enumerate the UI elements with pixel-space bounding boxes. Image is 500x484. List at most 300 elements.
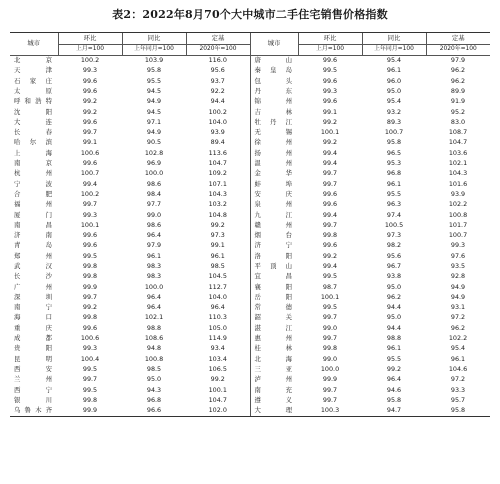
left-yoy-cell: 97.9 [146,241,162,250]
right-mom-cell: 99.6 [322,97,338,106]
table-row [10,107,490,117]
left-mom-cell: 100.1 [80,220,100,229]
table-row [10,406,490,417]
header-base-sub-left: 2020年=100 [186,45,250,56]
table-row [10,231,490,241]
table-row [10,190,490,200]
right-yoy-cell: 96.3 [386,200,402,209]
right-base-cell: 103.6 [448,148,468,157]
right-yoy-cell: 89.3 [386,117,402,126]
table-row [10,385,490,395]
header-base-sub-right: 2020年=100 [426,45,490,56]
left-base-cell: 113.6 [208,148,227,157]
left-base-cell: 104.3 [208,189,227,198]
left-city-cell: 广 州 [14,282,52,291]
left-city-cell: 西 宁 [14,385,52,394]
left-base-cell: 103.2 [208,200,227,209]
table-row [10,138,490,148]
right-yoy-cell: 95.4 [386,97,402,106]
left-city-cell: 贵 阳 [14,344,52,353]
right-yoy-cell: 93.8 [386,272,402,281]
right-mom-cell: 99.5 [322,272,338,281]
left-city-cell: 大 连 [14,117,52,126]
left-mom-cell: 99.7 [82,292,98,301]
right-city-cell: 金 华 [250,169,298,179]
table-row [10,334,490,344]
table-row [10,313,490,323]
left-yoy-cell: 96.6 [122,406,186,417]
right-city-cell: 赣 州 [250,221,298,231]
left-mom-cell: 100.4 [80,354,100,363]
right-base-cell: 93.3 [450,385,466,394]
left-base-cell: 107.1 [208,179,227,188]
right-base-cell: 89.9 [450,86,466,95]
right-yoy-cell: 99.2 [386,364,402,373]
right-base-cell: 104.3 [448,169,468,178]
right-mom-cell: 99.0 [322,323,338,332]
left-mom-cell: 99.6 [82,117,98,126]
table-row [10,354,490,364]
header-yoy-sub-left: 上年同月=100 [122,45,186,56]
table-row [10,179,490,189]
left-city-cell: 厦 门 [14,210,52,219]
left-base-cell: 92.2 [210,86,225,95]
left-yoy-cell: 98.5 [146,364,162,373]
table-row [10,303,490,313]
right-mom-cell: 99.7 [322,179,338,188]
left-base-cell: 105.0 [208,323,227,332]
right-mom-cell: 99.7 [322,313,338,322]
left-base-cell: 109.2 [208,169,227,178]
right-base-cell: 95.7 [450,395,466,404]
header-city-right: 城市 [250,33,298,56]
right-city-cell: 湛 江 [250,324,298,334]
left-yoy-cell: 98.3 [146,272,162,281]
left-base-cell: 94.4 [210,97,225,106]
left-city-cell: 石家庄 [14,76,52,85]
table-row [10,251,490,261]
right-city-cell: 泸 州 [250,375,298,385]
right-mom-cell: 99.8 [322,231,338,240]
right-mom-cell: 99.8 [322,344,338,353]
right-city-cell: 温 州 [250,159,298,169]
right-base-cell: 94.9 [450,282,466,291]
left-yoy-cell: 96.4 [146,292,162,301]
left-base-cell: 103.4 [208,354,227,363]
right-yoy-cell: 96.0 [386,76,402,85]
right-base-cell: 93.9 [450,189,466,198]
left-mom-cell: 100.2 [80,56,100,65]
right-mom-cell: 99.5 [322,66,338,75]
header-mom-sub-left: 上月=100 [58,45,122,56]
right-mom-cell: 100.0 [320,364,340,373]
right-base-cell: 92.8 [450,272,466,281]
right-mom-cell: 99.7 [322,385,338,394]
left-city-cell: 南 京 [14,159,52,168]
right-mom-cell: 100.1 [320,128,340,137]
right-yoy-cell: 94.4 [386,323,402,332]
right-base-cell: 97.2 [450,375,466,384]
left-yoy-cell: 97.7 [146,200,162,209]
right-city-cell: 泉 州 [250,200,298,210]
right-base-cell: 83.0 [450,117,466,126]
right-city-cell: 吉 林 [250,107,298,117]
table-row [10,210,490,220]
left-city-cell: 银 川 [14,395,52,404]
right-yoy-cell: 95.5 [386,354,402,363]
table-row [10,169,490,179]
table-row [10,159,490,169]
table-row [10,396,490,406]
right-yoy-cell: 97.3 [386,231,402,240]
right-mom-cell: 99.4 [322,210,338,219]
right-yoy-cell: 94.6 [386,385,402,394]
left-city-cell: 上 海 [14,148,52,157]
right-city-cell: 扬 州 [250,148,298,158]
left-city-cell: 哈尔滨 [14,138,52,147]
right-city-cell: 惠 州 [250,334,298,344]
right-mom-cell: 99.3 [322,86,338,95]
right-base-cell: 97.9 [450,56,466,65]
right-city-cell: 烟 台 [250,231,298,241]
left-mom-cell: 99.8 [82,272,98,281]
left-mom-cell: 99.7 [82,200,98,209]
left-yoy-cell: 99.0 [146,210,162,219]
left-mom-cell: 99.2 [82,107,98,116]
table-header [10,33,490,56]
right-yoy-cell: 94.7 [362,406,426,417]
left-city-cell: 兰 州 [14,375,52,384]
left-mom-cell: 99.1 [82,138,98,147]
left-base-cell: 99.2 [210,220,225,229]
right-city-cell: 三 亚 [250,365,298,375]
table-row [10,76,490,86]
left-yoy-cell: 102.1 [144,313,164,322]
right-base-cell: 95.4 [450,344,466,353]
right-city-cell: 遵 义 [250,396,298,406]
right-yoy-cell: 96.5 [386,148,402,157]
right-mom-cell: 99.2 [322,138,338,147]
right-mom-cell: 100.3 [298,406,362,417]
right-yoy-cell: 96.1 [386,344,402,353]
table-row [10,262,490,272]
left-city-cell: 福 州 [14,200,52,209]
left-mom-cell: 100.7 [80,169,100,178]
left-yoy-cell: 94.5 [146,107,162,116]
left-yoy-cell: 98.8 [146,323,162,332]
left-mom-cell: 99.2 [82,97,98,106]
left-city-cell: 昆 明 [14,354,52,363]
right-city-cell: 襄 阳 [250,282,298,292]
left-yoy-cell: 94.5 [146,86,162,95]
left-base-cell: 104.0 [208,292,227,301]
left-base-cell: 99.2 [210,375,225,384]
right-base-cell: 91.9 [450,97,466,106]
right-city-cell: 牡丹江 [250,118,298,128]
right-yoy-cell: 100.7 [384,128,404,137]
right-mom-cell: 99.7 [322,220,338,229]
left-mom-cell: 99.6 [82,323,98,332]
left-yoy-cell: 97.1 [146,117,162,126]
table-row [10,148,490,158]
left-mom-cell: 99.8 [82,313,98,322]
right-mom-cell: 99.1 [322,107,338,116]
left-mom-cell: 99.6 [82,231,98,240]
price-index-table [10,32,490,417]
left-yoy-cell: 100.8 [144,354,164,363]
left-yoy-cell: 98.4 [146,189,162,198]
table-row [10,55,490,66]
right-mom-cell: 99.7 [322,334,338,343]
right-base-cell: 96.2 [450,66,466,75]
right-base-cell: 93.5 [450,261,466,270]
table-row [10,282,490,292]
left-city-cell: 青 岛 [14,241,52,250]
right-yoy-cell: 95.0 [386,313,402,322]
right-mom-cell: 98.7 [322,282,338,291]
left-mom-cell: 99.3 [82,344,98,353]
left-yoy-cell: 95.5 [146,76,162,85]
left-yoy-cell: 96.9 [146,159,162,168]
right-mom-cell: 99.5 [322,303,338,312]
header-yoy-sub-right: 上年同月=100 [362,45,426,56]
right-yoy-cell: 98.2 [386,241,402,250]
right-base-cell: 104.6 [448,364,468,373]
right-base-cell: 102.1 [448,159,468,168]
header-mom-right: 环比 [298,33,362,45]
left-yoy-cell: 94.3 [146,385,162,394]
left-mom-cell: 99.2 [82,303,98,312]
header-yoy-left: 同比 [122,33,186,45]
right-yoy-cell: 96.1 [386,66,402,75]
left-base-cell: 100.2 [208,107,227,116]
right-base-cell: 104.7 [448,138,468,147]
left-base-cell: 99.1 [210,241,225,250]
page-title: 表2：2022年8月70个大中城市二手住宅销售价格指数 [112,8,388,21]
left-base-cell: 104.8 [208,210,227,219]
left-yoy-cell: 96.4 [146,303,162,312]
header-yoy-right: 同比 [362,33,426,45]
right-base-cell: 96.2 [450,323,466,332]
left-city-cell: 沈 阳 [14,107,52,116]
left-mom-cell: 100.2 [80,189,100,198]
left-base-cell: 114.9 [208,334,227,343]
left-base-cell: 98.5 [210,261,225,270]
left-yoy-cell: 95.0 [146,375,162,384]
left-base-cell: 95.6 [210,66,225,75]
table-row [10,66,490,76]
table-row [10,375,490,385]
table-row [10,293,490,303]
left-yoy-cell: 96.4 [146,231,162,240]
table-row [10,97,490,107]
left-base-cell: 93.7 [210,76,225,85]
left-city-cell: 北 京 [14,56,52,65]
left-yoy-cell: 98.3 [146,261,162,270]
left-yoy-cell: 96.1 [146,251,162,260]
header-base-right: 定基 [426,33,490,45]
left-yoy-cell: 98.6 [146,220,162,229]
right-base-cell: 100.8 [448,210,468,219]
table-row [10,221,490,231]
table-row [10,324,490,334]
table-row [10,200,490,210]
left-mom-cell: 99.5 [82,251,98,260]
left-mom-cell: 99.8 [82,261,98,270]
left-base-cell: 96.1 [210,251,225,260]
right-mom-cell: 99.4 [322,159,338,168]
right-city-cell: 桂 林 [250,344,298,354]
right-base-cell: 94.9 [450,292,466,301]
right-city-cell: 包 头 [250,76,298,86]
left-city-cell: 西 安 [14,364,52,373]
left-base-cell: 102.0 [186,406,250,417]
right-base-cell: 93.1 [450,303,466,312]
left-mom-cell: 99.8 [82,395,98,404]
right-city-cell: 北 海 [250,354,298,364]
right-mom-cell: 99.9 [322,375,338,384]
right-yoy-cell: 95.4 [386,56,402,65]
right-city-cell: 秦皇岛 [250,66,298,76]
left-yoy-cell: 94.9 [146,128,162,137]
right-yoy-cell: 95.8 [386,138,402,147]
right-city-cell: 丹 东 [250,87,298,97]
left-yoy-cell: 95.8 [146,66,162,75]
right-mom-cell: 99.2 [322,251,338,260]
right-mom-cell: 99.6 [322,76,338,85]
left-city-cell: 南 宁 [14,303,52,312]
left-mom-cell: 99.6 [82,241,98,250]
right-yoy-cell: 94.4 [386,303,402,312]
left-yoy-cell: 96.8 [146,395,162,404]
left-mom-cell: 99.7 [82,128,98,137]
right-base-cell: 101.7 [448,220,468,229]
right-yoy-cell: 100.5 [384,220,404,229]
table-row [10,365,490,375]
left-mom-cell: 99.4 [82,179,98,188]
left-mom-cell: 99.9 [82,282,98,291]
right-yoy-cell: 96.1 [386,179,402,188]
right-base-cell: 100.7 [448,231,468,240]
right-mom-cell: 99.4 [322,261,338,270]
right-city-cell: 唐 山 [250,55,298,66]
right-city-cell: 九 江 [250,210,298,220]
table-body [10,55,490,416]
left-city-cell: 海 口 [14,313,52,322]
right-city-cell: 安 庆 [250,190,298,200]
right-mom-cell: 100.1 [320,292,340,301]
left-yoy-cell: 90.5 [146,138,162,147]
left-city-cell: 合 肥 [14,189,52,198]
left-yoy-cell: 94.9 [146,97,162,106]
left-city-cell: 深 圳 [14,292,52,301]
right-mom-cell: 99.6 [322,241,338,250]
right-city-cell: 常 德 [250,303,298,313]
header-base-left: 定基 [186,33,250,45]
right-base-cell: 96.2 [450,76,466,85]
left-city-cell: 乌鲁木齐 [10,406,58,417]
right-mom-cell: 99.2 [322,117,338,126]
left-city-cell: 郑 州 [14,251,52,260]
right-yoy-cell: 96.7 [386,261,402,270]
right-yoy-cell: 95.3 [386,159,402,168]
right-yoy-cell: 96.4 [386,375,402,384]
right-city-cell: 平顶山 [250,262,298,272]
right-yoy-cell: 96.2 [386,292,402,301]
right-yoy-cell: 95.6 [386,251,402,260]
right-base-cell: 97.6 [450,251,466,260]
left-base-cell: 96.4 [210,303,225,312]
right-city-cell: 大 理 [250,406,298,417]
table-row [10,118,490,128]
right-city-cell: 徐 州 [250,138,298,148]
header-city-left: 城市 [10,33,58,56]
right-yoy-cell: 93.2 [386,107,402,116]
header-mom-sub-right: 上月=100 [298,45,362,56]
right-mom-cell: 99.4 [322,148,338,157]
right-mom-cell: 99.6 [322,189,338,198]
right-city-cell: 济 宁 [250,241,298,251]
right-yoy-cell: 95.5 [386,189,402,198]
left-base-cell: 104.0 [208,117,227,126]
left-city-cell: 呼和浩特 [14,97,52,106]
right-base-cell: 102.2 [448,200,468,209]
right-yoy-cell: 95.0 [386,86,402,95]
right-base-cell: 97.2 [450,313,466,322]
left-yoy-cell: 100.0 [144,282,164,291]
left-city-cell: 长 沙 [14,272,52,281]
right-yoy-cell: 98.8 [386,334,402,343]
left-yoy-cell: 102.8 [144,148,164,157]
left-yoy-cell: 98.6 [146,179,162,188]
table-row [10,87,490,97]
left-base-cell: 112.7 [208,282,227,291]
left-base-cell: 104.7 [208,395,227,404]
table-row [10,344,490,354]
right-base-cell: 99.3 [450,241,466,250]
left-base-cell: 89.4 [210,138,225,147]
table-row [10,128,490,138]
left-mom-cell: 99.5 [82,385,98,394]
left-city-cell: 宁 波 [14,179,52,188]
left-yoy-cell: 103.9 [144,56,164,65]
right-city-cell: 韶 关 [250,313,298,323]
right-city-cell: 无 锡 [250,128,298,138]
left-city-cell: 天 津 [14,66,52,75]
left-base-cell: 93.4 [210,344,225,353]
right-yoy-cell: 97.4 [386,210,402,219]
left-city-cell: 长 春 [14,128,52,137]
left-mom-cell: 99.6 [82,86,98,95]
left-city-cell: 成 都 [14,334,52,343]
left-mom-cell: 99.9 [58,406,122,417]
left-city-cell: 南 昌 [14,220,52,229]
left-base-cell: 100.1 [208,385,227,394]
left-mom-cell: 99.3 [82,66,98,75]
left-yoy-cell: 94.8 [146,344,162,353]
right-city-cell: 岳 阳 [250,293,298,303]
left-mom-cell: 100.6 [80,148,100,157]
right-mom-cell: 99.0 [322,354,338,363]
left-base-cell: 106.5 [208,364,227,373]
table-row [10,272,490,282]
left-base-cell: 104.5 [208,272,227,281]
right-yoy-cell: 95.8 [386,395,402,404]
left-city-cell: 武 汉 [14,261,52,270]
right-base-cell: 102.2 [448,334,468,343]
header-mom-left: 环比 [58,33,122,45]
right-yoy-cell: 96.8 [386,169,402,178]
